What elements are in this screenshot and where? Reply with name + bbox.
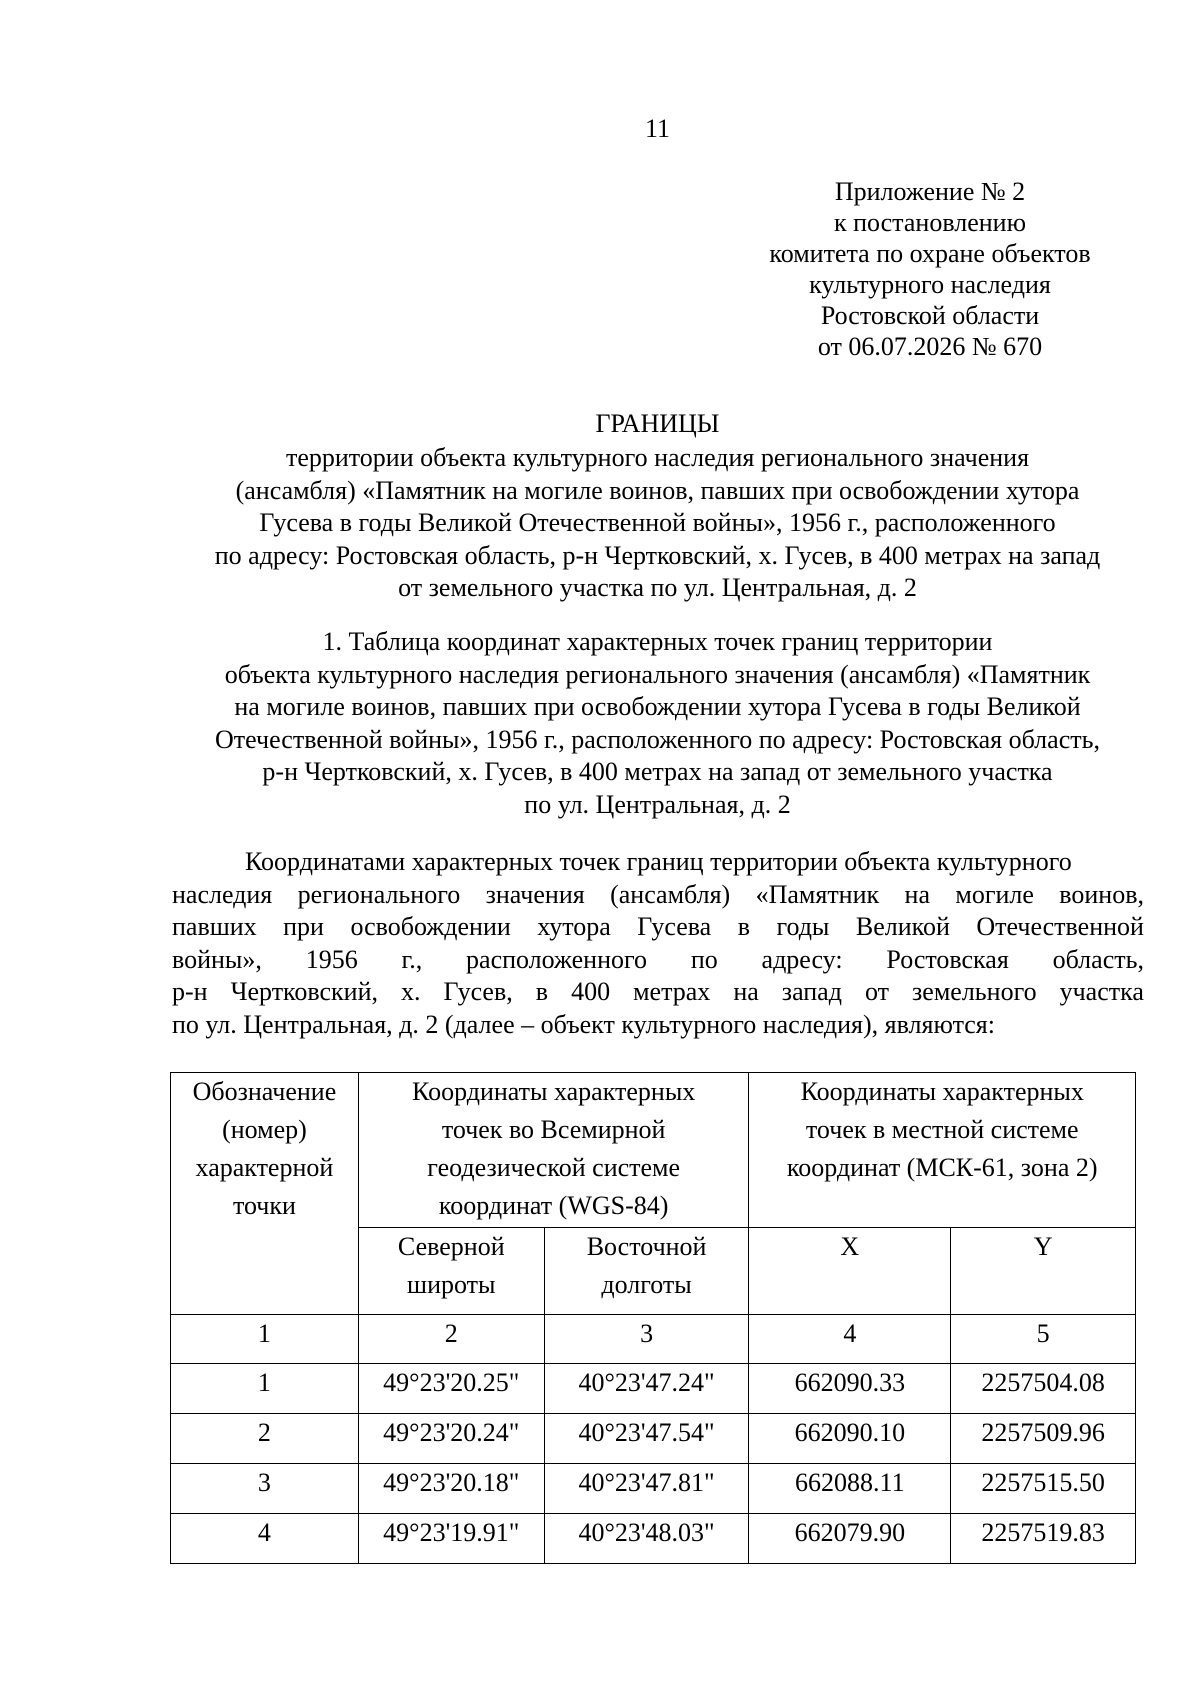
section-title-line: Отечественной войны», 1956 г., расположенного по адресу: Ростовская область, bbox=[215, 724, 1100, 754]
table-header-row bbox=[171, 1073, 1136, 1228]
intro-word: (ансамбля) bbox=[610, 879, 731, 909]
intro-word: годы bbox=[776, 912, 830, 941]
cell-y: 2257519.83 bbox=[951, 1514, 1136, 1564]
cell-y: 2257515.50 bbox=[951, 1464, 1136, 1514]
header-msk61 bbox=[749, 1073, 1136, 1228]
section-title bbox=[170, 626, 1145, 821]
intro-line bbox=[172, 911, 1144, 944]
intro-word: область, bbox=[1052, 944, 1144, 974]
intro-word: метрах bbox=[633, 977, 711, 1006]
intro-word: г., bbox=[401, 944, 423, 974]
cell-x: 662090.33 bbox=[749, 1364, 951, 1414]
header-x: X bbox=[749, 1228, 951, 1315]
intro-word: Гусев, bbox=[443, 977, 513, 1006]
header-east bbox=[544, 1228, 749, 1315]
intro-word: запад bbox=[781, 977, 842, 1006]
document-title: ГРАНИЦЫ bbox=[595, 409, 720, 438]
header-north bbox=[358, 1228, 544, 1315]
column-number: 4 bbox=[749, 1315, 951, 1364]
intro-line bbox=[172, 944, 1144, 977]
column-number: 3 bbox=[544, 1315, 749, 1364]
section-title-line: по ул. Центральная, д. 2 bbox=[524, 789, 791, 819]
section-title-line: 1. Таблица координат характерных точек границ территории bbox=[322, 627, 993, 656]
table-row bbox=[171, 1464, 1136, 1514]
intro-word: освобождении bbox=[350, 912, 511, 941]
cell-y: 2257509.96 bbox=[951, 1414, 1136, 1464]
appendix-line: комитета по охране объектов bbox=[769, 239, 1091, 268]
cell-east: 40°23'47.24" bbox=[544, 1364, 749, 1414]
cell-east: 40°23'47.81" bbox=[544, 1464, 749, 1514]
intro-word: 400 bbox=[571, 977, 611, 1006]
header-designation bbox=[171, 1073, 359, 1315]
intro-word: в bbox=[737, 912, 750, 941]
header-designation-text: Обозначение (номер) характерной точки bbox=[192, 1077, 337, 1220]
intro-word: павших bbox=[172, 912, 257, 941]
document-subtitle bbox=[170, 442, 1145, 605]
cell-north: 49°23'19.91" bbox=[358, 1514, 544, 1564]
appendix-block bbox=[740, 176, 1120, 362]
cell-y: 2257504.08 bbox=[951, 1364, 1136, 1414]
column-number-row bbox=[171, 1315, 1136, 1364]
intro-word: значения bbox=[485, 879, 585, 909]
appendix-line: от 06.07.2026 № 670 bbox=[817, 332, 1043, 361]
header-wgs84 bbox=[358, 1073, 749, 1228]
intro-line bbox=[172, 879, 1144, 912]
cell-point: 2 bbox=[171, 1414, 359, 1464]
intro-word: х. bbox=[401, 977, 421, 1006]
cell-east: 40°23'47.54" bbox=[544, 1414, 749, 1464]
cell-east: 40°23'48.03" bbox=[544, 1514, 749, 1564]
intro-word: Ростовская bbox=[886, 944, 1009, 974]
intro-word: земельного bbox=[912, 977, 1037, 1006]
intro-word: воинов, bbox=[1059, 879, 1144, 909]
intro-word: участка bbox=[1059, 977, 1144, 1006]
column-number: 5 bbox=[951, 1315, 1136, 1364]
cell-north: 49°23'20.24" bbox=[358, 1414, 544, 1464]
intro-word: на bbox=[733, 977, 759, 1006]
table-row bbox=[171, 1414, 1136, 1464]
appendix-line: Приложение № 2 bbox=[834, 177, 1026, 206]
header-wgs84-text: Координаты характерных точек во Всемирной геодезической системе координат (WGS-84) bbox=[412, 1077, 696, 1220]
cell-point: 1 bbox=[171, 1364, 359, 1414]
column-number: 1 bbox=[171, 1315, 359, 1364]
page-number: 11 bbox=[644, 114, 671, 143]
intro-word: войны», bbox=[172, 944, 262, 974]
intro-word: хутора bbox=[537, 912, 611, 941]
column-number: 2 bbox=[358, 1315, 544, 1364]
header-msk61-text: Координаты характерных точек в местной системе координат (МСК-61, зона 2) bbox=[786, 1077, 1098, 1182]
intro-word: р-н bbox=[172, 977, 208, 1006]
subtitle-line: от земельного участка по ул. Центральная, д. 2 bbox=[398, 573, 917, 602]
intro-line: по ул. Центральная, д. 2 (далее – объект культурного наследия), являются: bbox=[172, 1009, 995, 1039]
intro-word: «Памятник bbox=[755, 879, 880, 909]
cell-point: 4 bbox=[171, 1514, 359, 1564]
cell-x: 662088.11 bbox=[749, 1464, 951, 1514]
intro-word: Чертковский, bbox=[230, 977, 378, 1006]
table-row bbox=[171, 1364, 1136, 1414]
intro-word: по bbox=[690, 944, 718, 974]
cell-x: 662090.10 bbox=[749, 1414, 951, 1464]
cell-north: 49°23'20.18" bbox=[358, 1464, 544, 1514]
intro-word: Отечественной bbox=[976, 912, 1144, 941]
subtitle-line: территории объекта культурного наследия регионального значения bbox=[285, 443, 1030, 472]
intro-word: адресу: bbox=[761, 944, 843, 974]
coordinates-table bbox=[170, 1072, 1136, 1564]
intro-word: регионального bbox=[297, 879, 461, 909]
table-row bbox=[171, 1514, 1136, 1564]
intro-line bbox=[172, 976, 1144, 1009]
subtitle-line: по адресу: Ростовская область, р-н Чертковский, х. Гусев, в 400 метрах на запад bbox=[214, 540, 1101, 570]
header-east-text: Восточной долготы bbox=[586, 1232, 707, 1299]
intro-word: Гусева bbox=[637, 912, 712, 941]
intro-word: Великой bbox=[855, 912, 950, 941]
intro-word: от bbox=[864, 977, 889, 1006]
intro-line: Координатами характерных точек границ территории объекта культурного bbox=[245, 847, 1072, 876]
appendix-line: Ростовской области bbox=[820, 301, 1040, 330]
intro-word: 1956 bbox=[305, 944, 358, 974]
intro-word: при bbox=[283, 912, 324, 941]
cell-point: 3 bbox=[171, 1464, 359, 1514]
intro-word: на bbox=[904, 879, 930, 909]
header-y: Y bbox=[951, 1228, 1136, 1315]
section-title-line: р-н Чертковский, х. Гусев, в 400 метрах на запад от земельного участка bbox=[262, 757, 1053, 786]
intro-paragraph bbox=[172, 846, 1144, 1041]
header-north-text: Северной широты bbox=[397, 1232, 505, 1299]
appendix-line: к постановлению bbox=[833, 208, 1027, 237]
cell-x: 662079.90 bbox=[749, 1514, 951, 1564]
appendix-line: культурного наследия bbox=[809, 270, 1051, 299]
subtitle-line: Гусева в годы Великой Отечественной войны», 1956 г., расположенного bbox=[259, 508, 1056, 537]
section-title-line: объекта культурного наследия регионального значения (ансамбля) «Памятник bbox=[224, 659, 1091, 689]
section-title-line: на могиле воинов, павших при освобождении хутора Гусева в годы Великой bbox=[234, 692, 1081, 721]
intro-word: наследия bbox=[172, 879, 273, 909]
cell-north: 49°23'20.25" bbox=[358, 1364, 544, 1414]
intro-word: в bbox=[535, 977, 549, 1006]
intro-word: могиле bbox=[955, 879, 1034, 909]
subtitle-line: (ансамбля) «Памятник на могиле воинов, павших при освобождении хутора bbox=[235, 475, 1080, 505]
intro-word: расположенного bbox=[466, 944, 648, 974]
